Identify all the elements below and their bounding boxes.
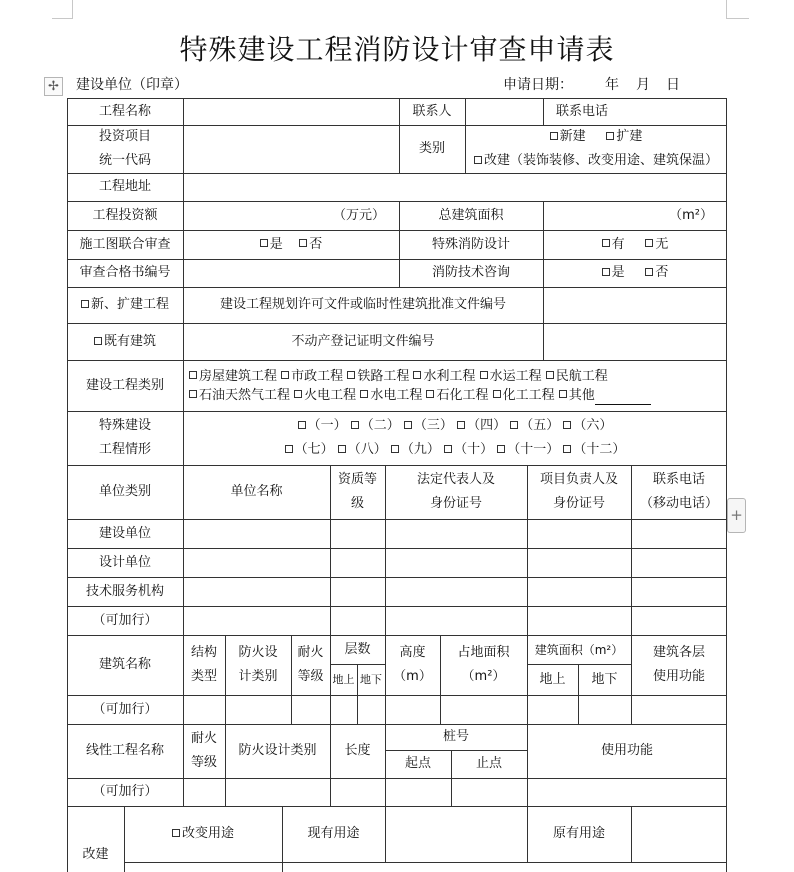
type-chemical[interactable] [493, 388, 555, 403]
unit-row-construction: 建设单位 [98, 525, 151, 541]
type-chemical-label: 化工工程 [502, 387, 555, 403]
rebuild-label: 改建 [82, 847, 109, 862]
checkbox-rebuild-label: 改建（装饰装修、改变用途、建筑保温） [483, 153, 718, 168]
qualification-header [330, 465, 385, 519]
type-thermal-power[interactable] [294, 388, 356, 403]
type-water-transport-label: 水运工程 [489, 368, 542, 384]
phone-header-line2: （移动电话） [639, 496, 718, 511]
case-10-label: （十） [454, 442, 494, 457]
qualification-header-line1: 资质等 [337, 472, 377, 487]
case-7-label: （七） [294, 442, 334, 457]
checkbox-new[interactable] [550, 129, 586, 144]
type-oil-gas[interactable] [189, 388, 290, 403]
category-options [465, 125, 727, 173]
height-header-line2: （m） [393, 669, 432, 684]
case-3[interactable] [404, 418, 453, 433]
project-manager-header-line1: 项目负责人及 [539, 472, 618, 487]
footprint-header-line1: 占地面积 [457, 645, 510, 660]
category-label: 类别 [418, 141, 445, 156]
special-design-options [543, 230, 727, 259]
linear-fire-design-header: 防火设计类别 [238, 743, 317, 758]
project-type-line2 [189, 386, 651, 405]
type-civil-aviation[interactable] [546, 369, 608, 384]
special-design-label: 特殊消防设计 [431, 236, 510, 252]
new-expand-project-option[interactable] [67, 287, 183, 323]
area-above-header: 地上 [539, 671, 566, 687]
unit-row-tech-service: 技术服务机构 [85, 583, 164, 599]
type-civil-aviation-label: 民航工程 [555, 368, 608, 384]
add-row-button[interactable]: + [727, 498, 746, 533]
type-petrochemical[interactable] [426, 388, 488, 403]
tech-consult-yes-label: 是 [611, 265, 625, 280]
type-water-conservancy[interactable] [413, 369, 475, 384]
investment-code-label [67, 125, 183, 173]
footprint-header-line2: （m²） [461, 669, 506, 684]
original-use-input[interactable] [631, 806, 727, 862]
height-header [385, 635, 440, 695]
building-area-header: 建筑面积（m²） [534, 642, 624, 657]
unit-type-header: 单位类别 [98, 484, 151, 499]
special-case-line1 [298, 414, 613, 438]
type-building[interactable] [189, 369, 277, 384]
footprint-header [440, 635, 527, 695]
qualification-header-line2: 级 [350, 496, 364, 511]
investment-code-input[interactable] [183, 125, 399, 173]
tech-consult-no-label: 否 [655, 265, 669, 280]
case-5-label: （五） [520, 418, 560, 433]
investment-label: 工程投资额 [92, 207, 158, 223]
case-1-label: （一） [307, 418, 347, 433]
type-thermal-power-label: 火电工程 [304, 387, 357, 403]
type-water-conservancy-label: 水利工程 [423, 368, 476, 384]
checkbox-new-label: 新建 [559, 129, 586, 144]
special-design-none[interactable] [645, 233, 668, 257]
existing-building-label: 既有建筑 [103, 333, 156, 349]
phone-header [631, 465, 727, 519]
type-other[interactable] [559, 388, 595, 403]
current-use-label: 现有用途 [307, 826, 360, 841]
change-use-option[interactable] [124, 806, 282, 862]
checkbox-rebuild[interactable] [474, 149, 718, 173]
fire-resistance-header-line2: 等级 [297, 669, 324, 684]
legal-rep-header-line2: 身份证号 [429, 496, 482, 511]
joint-review-label: 施工图联合审查 [79, 236, 171, 252]
linear-project-name-header: 线性工程名称 [85, 743, 164, 758]
project-manager-header [527, 465, 631, 519]
linear-length-header: 长度 [344, 743, 371, 758]
building-name-header: 建筑名称 [98, 657, 151, 672]
case-1[interactable] [298, 418, 347, 433]
tech-consult-options [543, 259, 727, 287]
linear-function-header: 使用功能 [600, 743, 653, 758]
special-design-has-label: 有 [611, 236, 625, 252]
case-4[interactable] [457, 418, 506, 433]
date-day-label: 日 [666, 77, 680, 93]
cert-number-label: 审查合格书编号 [79, 265, 171, 280]
contact-phone-input[interactable] [621, 98, 727, 125]
case-7[interactable] [285, 442, 334, 457]
unit-name-header: 单位名称 [230, 484, 283, 499]
applicant-unit-label: 建设单位（印章） [76, 77, 188, 93]
case-8-label: （八） [347, 442, 387, 457]
property-doc-input[interactable] [543, 323, 727, 360]
contact-input[interactable] [465, 98, 543, 125]
special-case-label [67, 411, 183, 465]
type-water-transport[interactable] [480, 369, 542, 384]
stake-end-header: 止点 [475, 756, 502, 771]
case-8[interactable] [338, 442, 387, 457]
total-area-label: 总建筑面积 [438, 207, 504, 223]
permit-doc-input[interactable] [543, 287, 727, 323]
total-area-unit: （m²） [669, 207, 713, 223]
legal-rep-header [385, 465, 527, 519]
case-11-label: （十一） [507, 442, 560, 457]
joint-review-yes-label: 是 [269, 236, 283, 252]
new-expand-project-label: 新、扩建工程 [90, 297, 169, 312]
case-3-label: （三） [413, 418, 453, 433]
case-12[interactable] [563, 442, 625, 457]
linear-fire-resistance-header-line2: 等级 [190, 755, 217, 770]
height-header-line1: 高度 [399, 645, 426, 660]
existing-building-option[interactable] [67, 323, 183, 360]
project-manager-header-line2: 身份证号 [552, 496, 605, 511]
type-other-label: 其他 [568, 387, 595, 403]
building-add-row: （可加行） [92, 701, 158, 717]
investment-code-label-line2: 统一代码 [98, 153, 151, 168]
linear-fire-resistance-header-line1: 耐火 [190, 731, 217, 746]
case-2-label: （二） [360, 418, 400, 433]
case-6-label: （六） [573, 418, 613, 433]
application-date-label: 申请日期： [503, 77, 573, 93]
special-case-options [183, 411, 727, 465]
investment-code-label-line1: 投资项目 [98, 129, 151, 144]
legal-rep-header-line1: 法定代表人及 [416, 472, 495, 487]
floor-usage-header [631, 635, 727, 695]
date-year-label: 年 [605, 77, 619, 93]
type-petrochemical-label: 石化工程 [436, 387, 489, 403]
joint-review-yes[interactable] [260, 233, 283, 257]
floor-usage-header-line2: 使用功能 [652, 669, 705, 684]
structure-type-header-line1: 结构 [190, 645, 217, 660]
linear-fire-resistance-header [183, 724, 225, 778]
cert-number-input[interactable] [183, 259, 399, 287]
project-type-label: 建设工程类别 [85, 377, 164, 393]
case-4-label: （四） [467, 418, 507, 433]
project-name-input[interactable] [183, 98, 399, 125]
stake-start-header: 起点 [404, 756, 431, 771]
type-building-label: 房屋建筑工程 [199, 368, 278, 384]
case-12-label: （十二） [573, 442, 626, 457]
fire-design-category-header [225, 635, 291, 695]
checkbox-expand-label: 扩建 [616, 129, 643, 144]
structure-type-header-line2: 类型 [190, 669, 217, 684]
project-type-options [189, 360, 727, 411]
special-design-has[interactable] [602, 233, 625, 257]
phone-header-line1: 联系电话 [652, 472, 705, 487]
page-crop-mark-top-right [726, 0, 749, 19]
date-month-label: 月 [636, 77, 650, 93]
table-move-handle-icon[interactable]: ✢ [44, 77, 63, 96]
special-design-none-label: 无 [655, 236, 669, 252]
type-railway-label: 铁路工程 [357, 368, 410, 384]
tech-consult-yes[interactable] [602, 261, 625, 285]
address-label: 工程地址 [98, 179, 151, 194]
floors-above-header: 地上 [332, 672, 355, 686]
document-title: 特殊建设工程消防设计审查申请表 [179, 33, 615, 66]
case-11[interactable] [497, 442, 559, 457]
case-9-label: （九） [400, 442, 440, 457]
case-9[interactable] [391, 442, 440, 457]
type-hydro-power[interactable] [360, 388, 422, 403]
floor-usage-header-line1: 建筑各层 [652, 645, 705, 660]
special-case-label-line2: 工程情形 [98, 442, 151, 457]
original-use-label: 原有用途 [552, 826, 605, 841]
joint-review-no[interactable] [299, 233, 322, 257]
special-case-line2 [285, 438, 626, 462]
type-municipal-label: 市政工程 [291, 368, 344, 384]
fire-design-category-header-line1: 防火设 [238, 645, 278, 660]
address-input[interactable] [183, 173, 727, 201]
application-form-table [67, 98, 727, 872]
case-10[interactable] [444, 442, 493, 457]
fire-resistance-header [291, 635, 330, 695]
case-5[interactable] [510, 418, 559, 433]
case-6[interactable] [563, 418, 612, 433]
contact-label: 联系人 [412, 103, 452, 119]
fire-resistance-header-line1: 耐火 [297, 645, 324, 660]
project-type-line1 [189, 367, 608, 386]
type-other-blank[interactable] [595, 390, 651, 405]
property-doc-label: 不动产登记证明文件编号 [291, 333, 435, 349]
joint-review-no-label: 否 [309, 236, 323, 252]
fire-design-category-header-line2: 计类别 [238, 669, 278, 684]
unit-row-design: 设计单位 [98, 554, 151, 570]
structure-type-header [183, 635, 225, 695]
stake-header: 桩号 [442, 729, 469, 744]
special-case-label-line1: 特殊建设 [98, 418, 151, 433]
investment-unit: （万元） [332, 207, 385, 223]
page-crop-mark-top-left [52, 0, 73, 19]
type-oil-gas-label: 石油天然气工程 [199, 387, 291, 403]
type-municipal[interactable] [281, 369, 343, 384]
area-below-header: 地下 [591, 671, 618, 687]
contact-phone-label: 联系电话 [555, 103, 608, 119]
joint-review-options [183, 230, 399, 259]
tech-consult-label: 消防技术咨询 [431, 265, 510, 280]
checkbox-expand[interactable] [606, 129, 642, 144]
unit-row-add: （可加行） [92, 612, 158, 628]
type-hydro-power-label: 水电工程 [370, 387, 423, 403]
floors-below-header: 地下 [360, 672, 382, 686]
type-railway[interactable] [347, 369, 409, 384]
permit-doc-label: 建设工程规划许可文件或临时性建筑批准文件编号 [219, 297, 506, 312]
tech-consult-no[interactable] [645, 261, 668, 285]
current-use-input[interactable] [385, 806, 527, 862]
linear-add-row: （可加行） [92, 784, 158, 799]
floors-header: 层数 [344, 641, 371, 657]
case-2[interactable] [351, 418, 400, 433]
project-name-label: 工程名称 [98, 103, 151, 119]
change-use-label: 改变用途 [181, 826, 234, 841]
